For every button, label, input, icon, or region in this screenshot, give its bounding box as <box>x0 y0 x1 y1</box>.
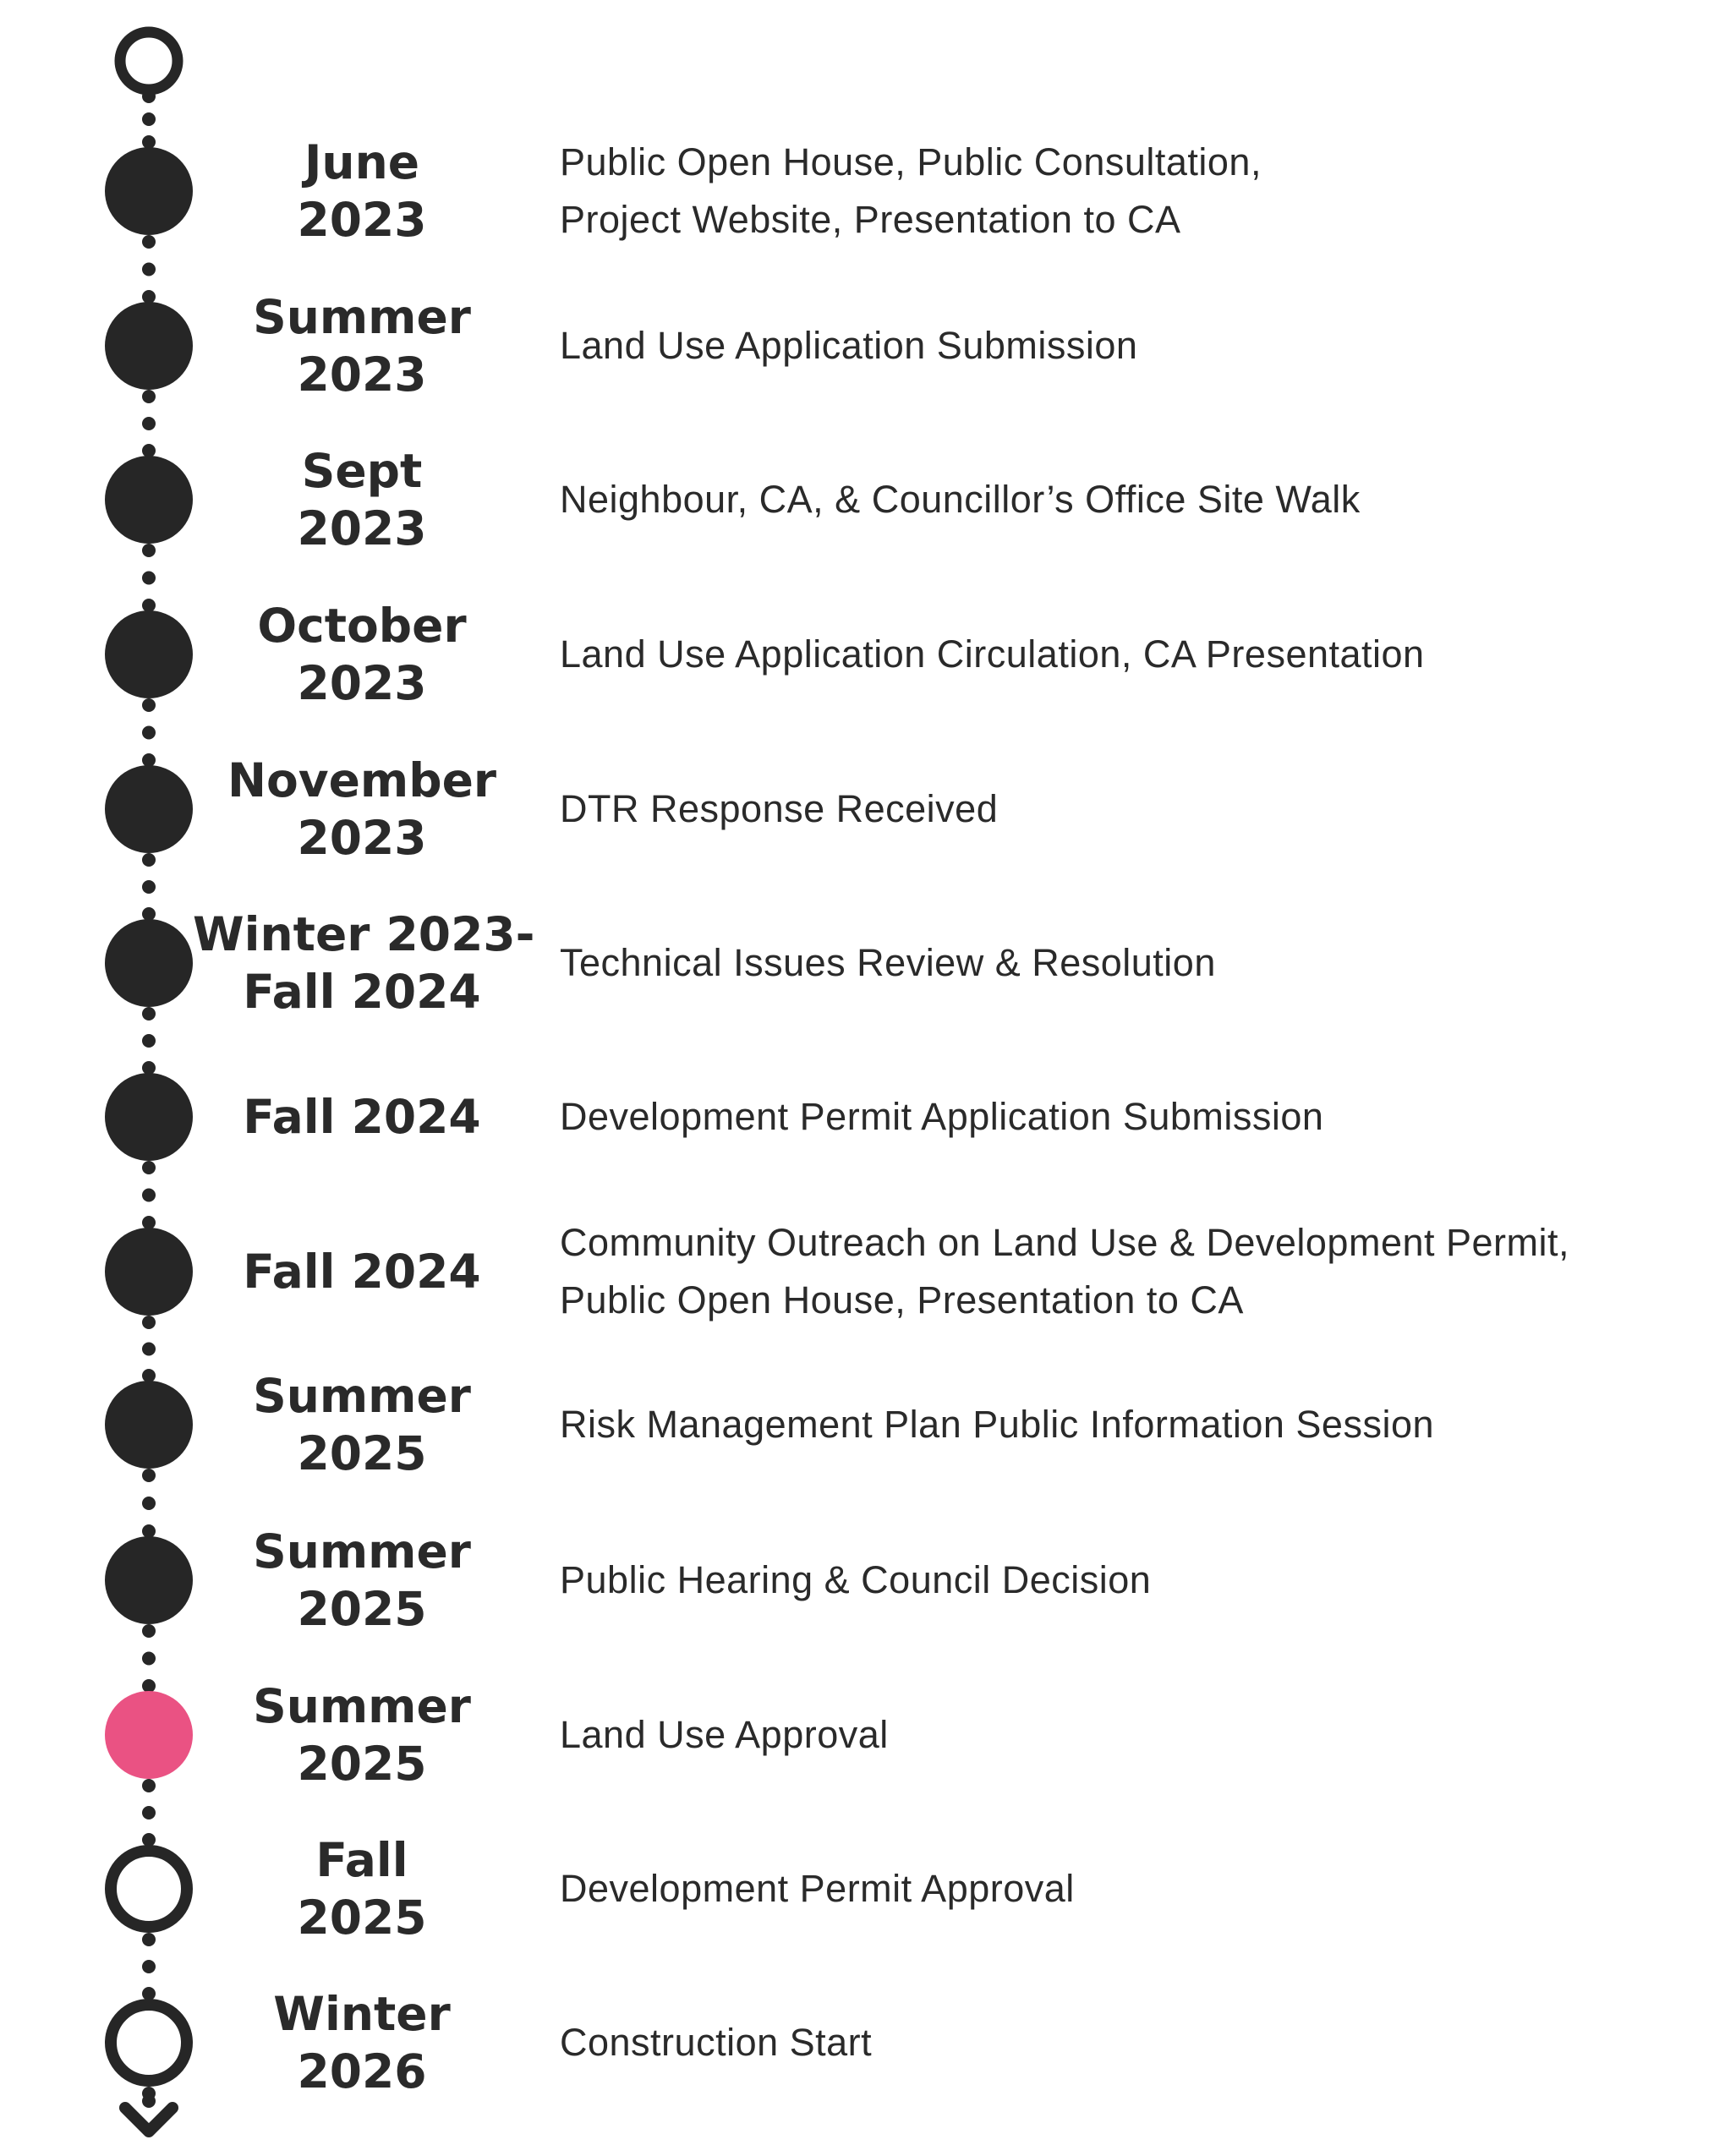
connector-dot <box>142 1061 156 1075</box>
milestone-date-line: 2025 <box>297 1737 427 1791</box>
milestone-date-line: 2025 <box>297 1426 427 1480</box>
milestone-date <box>193 1523 531 1638</box>
milestone-date <box>193 1367 531 1482</box>
milestone-marker-upcoming <box>111 2005 187 2081</box>
milestone-date-line: Fall 2024 <box>243 1245 481 1299</box>
milestone-marker-completed <box>105 1073 193 1161</box>
milestone-description-line: Technical Issues Review & Resolution <box>560 941 1216 984</box>
connector-dot <box>142 1343 156 1356</box>
milestone-marker-completed <box>105 919 193 1007</box>
milestone-date-line: Fall 2024 <box>243 965 481 1019</box>
milestone-description-line: Construction Start <box>560 2021 873 2064</box>
milestone-marker-completed <box>105 765 193 853</box>
connector-dot <box>142 1833 156 1847</box>
connector-dot <box>142 1007 156 1021</box>
milestone-date-line: Summer <box>253 1369 471 1423</box>
connector-dot <box>142 599 156 612</box>
milestone-description <box>560 2014 1659 2071</box>
milestone-description-line: DTR Response Received <box>560 787 999 830</box>
connector-dot <box>142 444 156 457</box>
milestone-date-line: Summer <box>253 1524 471 1579</box>
milestone-description-line: Neighbour, CA, & Councillor’s Office Site Walk <box>560 478 1361 521</box>
milestone-description-line: Public Open House, Public Consultation, <box>560 140 1262 183</box>
milestone-date <box>193 906 535 1021</box>
milestone-date <box>193 134 531 249</box>
connector-dot <box>142 1933 156 1946</box>
milestone-marker-current <box>105 1691 193 1779</box>
milestone-date-line: Winter <box>273 1987 451 2041</box>
milestone-description <box>560 934 1659 992</box>
connector-dot <box>142 2094 156 2108</box>
milestone-date-line: 2026 <box>297 2044 427 2099</box>
connector-dot <box>142 290 156 304</box>
connector-dot <box>142 907 156 921</box>
milestone-date-line: Summer <box>253 290 471 344</box>
connector-dot <box>142 1524 156 1538</box>
milestone-description-line: Risk Management Plan Public Information Session <box>560 1403 1435 1446</box>
milestone-date-line: October <box>257 599 467 653</box>
milestone-date-line: Summer <box>253 1679 471 1733</box>
milestone-description-line: Land Use Approval <box>560 1713 889 1756</box>
milestone-marker-completed <box>105 456 193 544</box>
milestone-description <box>560 1551 1659 1609</box>
milestone-description <box>560 1214 1659 1329</box>
milestone-date <box>193 752 531 867</box>
connector-dot <box>142 1806 156 1819</box>
milestone-date-line: Winter 2023- <box>193 907 535 961</box>
chevron-down-icon <box>125 2108 172 2131</box>
milestone-date-line: Fall 2024 <box>243 1090 481 1144</box>
milestone-date-line: June <box>304 135 420 189</box>
connector-dot <box>142 753 156 767</box>
connector-dot <box>142 1987 156 2000</box>
connector-dot <box>142 1216 156 1229</box>
milestone-date <box>193 597 531 712</box>
milestone-description <box>560 471 1659 528</box>
milestone-marker-completed <box>105 1228 193 1316</box>
connector-dot <box>142 1779 156 1792</box>
milestone-marker-completed <box>105 610 193 698</box>
milestone-description <box>560 134 1659 249</box>
milestone-description-line: Land Use Application Circulation, CA Presentation <box>560 632 1425 676</box>
milestone-date-line: Fall <box>315 1833 408 1887</box>
milestone-date <box>193 1243 531 1300</box>
milestone-description-line: Project Website, Presentation to CA <box>560 198 1181 241</box>
milestone-description <box>560 626 1659 683</box>
milestone-marker-completed <box>105 1381 193 1469</box>
milestone-description <box>560 317 1659 375</box>
milestone-date-line: 2025 <box>297 1582 427 1636</box>
milestone-date <box>193 1985 531 2100</box>
milestone-date-line: 2025 <box>297 1891 427 1945</box>
milestone-date-line: 2023 <box>297 811 427 865</box>
connector-dot <box>142 135 156 149</box>
connector-dot <box>142 1960 156 1973</box>
connector-dot <box>142 390 156 403</box>
connector-dot <box>142 1034 156 1048</box>
connector-dot <box>142 1469 156 1482</box>
connector-dot <box>142 1369 156 1382</box>
connector-dot <box>142 1316 156 1329</box>
milestone-date <box>193 1088 531 1146</box>
connector-dot <box>142 1497 156 1510</box>
connector-dot <box>142 1652 156 1666</box>
milestone-description <box>560 1706 1659 1764</box>
milestone-description-line: Land Use Application Submission <box>560 324 1138 367</box>
connector-dot <box>142 1189 156 1202</box>
milestone-marker-upcoming <box>111 1851 187 1927</box>
connector-dot <box>142 417 156 430</box>
milestone-date <box>193 288 531 403</box>
connector-dot <box>142 544 156 557</box>
milestone-date-line: 2023 <box>297 656 427 710</box>
connector-dot <box>142 112 156 126</box>
milestone-description <box>560 1396 1659 1453</box>
milestone-description-line: Public Hearing & Council Decision <box>560 1558 1152 1601</box>
milestone-date-line: 2023 <box>297 347 427 402</box>
milestone-description <box>560 1088 1659 1146</box>
connector-dot <box>142 263 156 276</box>
connector-dot <box>142 880 156 894</box>
milestone-date-line: Sept <box>301 444 423 498</box>
milestone-date-line: November <box>227 753 497 807</box>
connector-dot <box>142 726 156 740</box>
connector-dot <box>142 235 156 249</box>
timeline-start-marker <box>120 32 178 90</box>
connector-dot <box>142 1624 156 1638</box>
milestone-date <box>193 1831 531 1946</box>
milestone-marker-completed <box>105 302 193 390</box>
milestone-date-line: 2023 <box>297 193 427 247</box>
milestone-description-line: Development Permit Application Submission <box>560 1095 1324 1138</box>
milestone-date-line: 2023 <box>297 501 427 555</box>
connector-dot <box>142 853 156 867</box>
milestone-marker-completed <box>105 1536 193 1624</box>
milestone-date <box>193 1677 531 1792</box>
milestone-description <box>560 1860 1659 1918</box>
milestone-description-line: Development Permit Approval <box>560 1867 1075 1910</box>
connector-dot <box>142 1679 156 1693</box>
milestone-marker-completed <box>105 147 193 235</box>
milestone-date <box>193 442 531 557</box>
milestone-description-line: Public Open House, Presentation to CA <box>560 1278 1244 1322</box>
connector-dot <box>142 698 156 712</box>
milestone-description <box>560 780 1659 838</box>
connector-dot <box>142 1161 156 1174</box>
milestone-description-line: Community Outreach on Land Use & Development Permit, <box>560 1221 1570 1264</box>
connector-dot <box>142 572 156 585</box>
